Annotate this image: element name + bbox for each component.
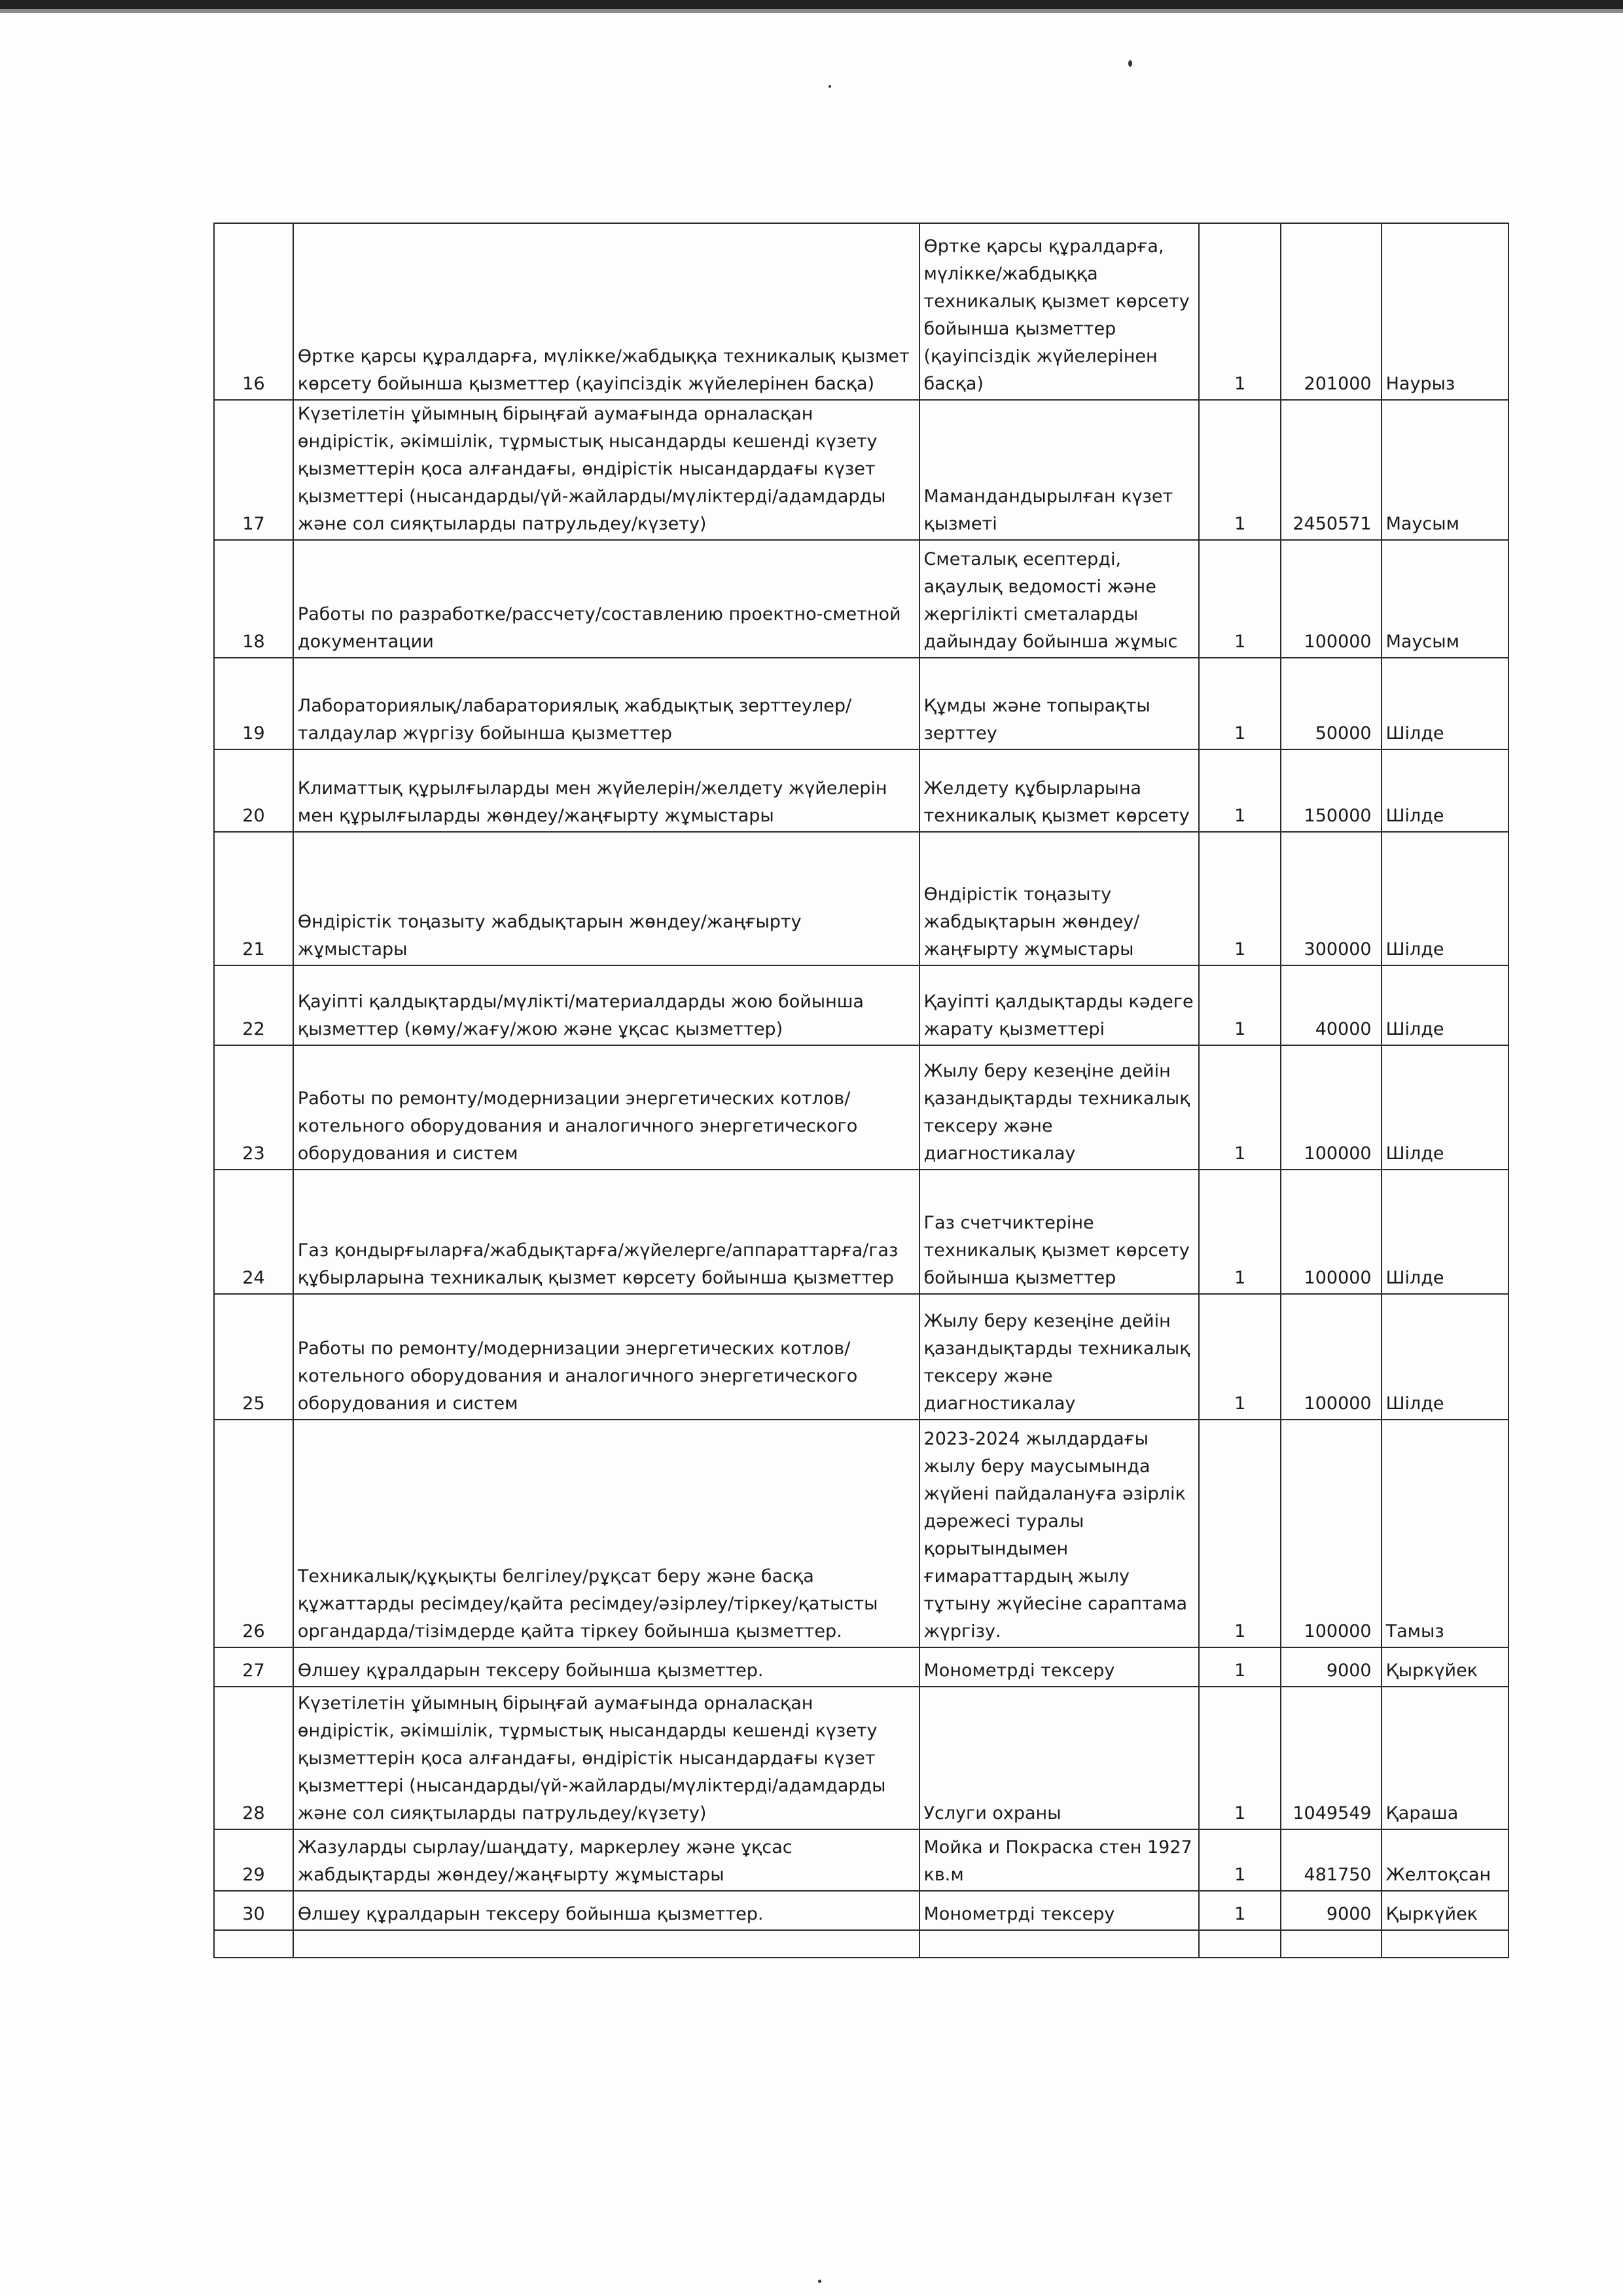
item-description: Мамандандырылған күзет қызметі: [919, 400, 1200, 540]
row-number: 18: [214, 540, 293, 658]
item-quantity: 1: [1199, 832, 1281, 965]
table-row: [214, 749, 1508, 832]
item-name: Жазуларды сырлау/шаңдату, маркерлеу және ұқсас жабдықтарды жөндеу/жаңғырту жұмыстары: [293, 1829, 919, 1891]
item-amount: 481750: [1281, 1829, 1381, 1891]
item-name: Работы по разработке/рассчету/составлению проектно-сметной документации: [293, 540, 919, 658]
item-name: Лабораториялық/лабараториялық жабдықтық зерттеулер/талдаулар жүргізу бойынша қызметтер: [293, 658, 919, 749]
item-quantity: 1: [1199, 1420, 1281, 1647]
row-number: 25: [214, 1294, 293, 1420]
table-row: [214, 223, 1508, 400]
item-name: Өртке қарсы құралдарға, мүлікке/жабдыққа техникалық қызмет көрсету бойынша қызметтер (қауіпсіздік жүйелерінен басқа): [293, 223, 919, 400]
scan-speck: [1128, 60, 1132, 67]
empty-cell: [1199, 1930, 1281, 1958]
item-description: Қауіпті қалдықтарды кәдеге жарату қызметтері: [919, 965, 1200, 1045]
item-month: Шілде: [1382, 832, 1508, 965]
item-description: 2023-2024 жылдардағы жылу беру маусымында жүйені пайдалануға әзірлік дәрежесі туралы қорытындымен ғимараттардың жылу тұтыну жүйесіне сараптама жүргізу.: [919, 1420, 1200, 1647]
scan-speck: [818, 2280, 821, 2283]
item-description: Газ счетчиктеріне техникалық қызмет көрсету бойынша қызметтер: [919, 1170, 1200, 1294]
item-name: Газ қондырғыларға/жабдықтарға/жүйелерге/аппараттарға/газ құбырларына техникалық қызмет көрсету бойынша қызметтер: [293, 1170, 919, 1294]
item-month: Маусым: [1382, 540, 1508, 658]
table-row: [214, 1891, 1508, 1930]
item-name: Қауіпті қалдықтарды/мүлікті/материалдарды жою бойынша қызметтер (көму/жағу/жою және ұқсас қызметтер): [293, 965, 919, 1045]
table-row: [214, 832, 1508, 965]
item-quantity: 1: [1199, 749, 1281, 832]
table-row: [214, 540, 1508, 658]
table-row: [214, 1420, 1508, 1647]
table-row: [214, 400, 1508, 540]
empty-cell: [919, 1930, 1200, 1958]
item-quantity: 1: [1199, 400, 1281, 540]
item-month: Шілде: [1382, 965, 1508, 1045]
item-quantity: 1: [1199, 540, 1281, 658]
table-row: [214, 1687, 1508, 1829]
item-amount: 300000: [1281, 832, 1381, 965]
item-amount: 2450571: [1281, 400, 1381, 540]
item-description: Сметалық есептерді, ақаулық ведомості және жергілікті сметаларды дайындау бойынша жұмыс: [919, 540, 1200, 658]
item-name: Работы по ремонту/модернизации энергетических котлов/котельного оборудования и аналогичного энергетического оборудования и систем: [293, 1294, 919, 1420]
row-number: 29: [214, 1829, 293, 1891]
row-number: 21: [214, 832, 293, 965]
row-number: 16: [214, 223, 293, 400]
item-description: Жылу беру кезеңіне дейін қазандықтарды техникалық тексеру және диагностикалау: [919, 1045, 1200, 1170]
empty-cell: [293, 1930, 919, 1958]
table-row: [214, 658, 1508, 749]
item-amount: 100000: [1281, 1045, 1381, 1170]
item-amount: 1049549: [1281, 1687, 1381, 1829]
procurement-table: [213, 223, 1509, 1958]
item-month: Шілде: [1382, 658, 1508, 749]
item-quantity: 1: [1199, 1891, 1281, 1930]
item-name: Өлшеу құралдарын тексеру бойынша қызметтер.: [293, 1891, 919, 1930]
row-number: 23: [214, 1045, 293, 1170]
row-number: 24: [214, 1170, 293, 1294]
item-description: Услуги охраны: [919, 1687, 1200, 1829]
item-amount: 50000: [1281, 658, 1381, 749]
item-quantity: 1: [1199, 1170, 1281, 1294]
item-name: Күзетілетін ұйымның бірыңғай аумағында орналасқан өндірістік, әкімшілік, тұрмыстық нысандарды кешенді күзету қызметтерін қоса алғандағы, өндірістік нысандардағы күзет қызметтері (нысандарды/үй-жайларды/мүліктерді/адамдарды және сол сияқтыларды патрульдеу/күзету): [293, 400, 919, 540]
item-amount: 9000: [1281, 1891, 1381, 1930]
item-month: Наурыз: [1382, 223, 1508, 400]
item-description: Монометрді тексеру: [919, 1891, 1200, 1930]
item-description: Өртке қарсы құралдарға, мүлікке/жабдыққа техникалық қызмет көрсету бойынша қызметтер (қауіпсіздік жүйелерінен басқа): [919, 223, 1200, 400]
table-row: [214, 1294, 1508, 1420]
item-amount: 40000: [1281, 965, 1381, 1045]
item-amount: 100000: [1281, 540, 1381, 658]
item-quantity: 1: [1199, 1687, 1281, 1829]
scan-top-shadow: [0, 9, 1623, 13]
item-month: Қыркүйек: [1382, 1891, 1508, 1930]
item-quantity: 1: [1199, 1829, 1281, 1891]
item-description: Монометрді тексеру: [919, 1647, 1200, 1687]
row-number: 17: [214, 400, 293, 540]
item-amount: 150000: [1281, 749, 1381, 832]
row-number: 30: [214, 1891, 293, 1930]
row-number: 26: [214, 1420, 293, 1647]
item-quantity: 1: [1199, 223, 1281, 400]
item-month: Шілде: [1382, 749, 1508, 832]
item-name: Работы по ремонту/модернизации энергетических котлов/котельного оборудования и аналогичного энергетического оборудования и систем: [293, 1045, 919, 1170]
item-description: Мойка и Покраска стен 1927 кв.м: [919, 1829, 1200, 1891]
row-number: 27: [214, 1647, 293, 1687]
item-amount: 9000: [1281, 1647, 1381, 1687]
row-number: 28: [214, 1687, 293, 1829]
row-number: 22: [214, 965, 293, 1045]
item-quantity: 1: [1199, 1294, 1281, 1420]
table-row: [214, 965, 1508, 1045]
item-amount: 100000: [1281, 1420, 1381, 1647]
empty-cell: [1281, 1930, 1381, 1958]
item-name: Техникалық/құқықты белгілеу/рұқсат беру және басқа құжаттарды ресімдеу/қайта ресімдеу/әзірлеу/тіркеу/қатысты органдарда/тізімдерде қайта тіркеу бойынша қызметтер.: [293, 1420, 919, 1647]
item-quantity: 1: [1199, 965, 1281, 1045]
item-description: Желдету құбырларына техникалық қызмет көрсету: [919, 749, 1200, 832]
empty-cell: [214, 1930, 293, 1958]
table-row: [214, 1170, 1508, 1294]
empty-cell: [1382, 1930, 1508, 1958]
item-name: Өндірістік тоңазыту жабдықтарын жөндеу/жаңғырту жұмыстары: [293, 832, 919, 965]
item-quantity: 1: [1199, 1647, 1281, 1687]
item-description: Жылу беру кезеңіне дейін қазандықтарды техникалық тексеру және диагностикалау: [919, 1294, 1200, 1420]
row-number: 20: [214, 749, 293, 832]
item-month: Шілде: [1382, 1294, 1508, 1420]
item-description: Құмды және топырақты зерттеу: [919, 658, 1200, 749]
item-name: Климаттық құрылғыларды мен жүйелерін/желдету жүйелерін мен құрылғыларды жөндеу/жаңғырту жұмыстары: [293, 749, 919, 832]
item-amount: 201000: [1281, 223, 1381, 400]
item-name: Күзетілетін ұйымның бірыңғай аумағында орналасқан өндірістік, әкімшілік, тұрмыстық нысандарды кешенді күзету қызметтерін қоса алғандағы, өндірістік нысандардағы күзет қызметтері (нысандарды/үй-жайларды/мүліктерді/адамдарды және сол сияқтыларды патрульдеу/күзету): [293, 1687, 919, 1829]
item-month: Қыркүйек: [1382, 1647, 1508, 1687]
scan-top-edge: [0, 0, 1623, 9]
item-month: Шілде: [1382, 1170, 1508, 1294]
item-month: Маусым: [1382, 400, 1508, 540]
table-row: [214, 1829, 1508, 1891]
table-row: [214, 1045, 1508, 1170]
item-month: Шілде: [1382, 1045, 1508, 1170]
item-quantity: 1: [1199, 1045, 1281, 1170]
item-quantity: 1: [1199, 658, 1281, 749]
item-amount: 100000: [1281, 1170, 1381, 1294]
item-amount: 100000: [1281, 1294, 1381, 1420]
scan-speck: [829, 85, 831, 88]
item-description: Өндірістік тоңазыту жабдықтарын жөндеу/жаңғырту жұмыстары: [919, 832, 1200, 965]
item-month: Қараша: [1382, 1687, 1508, 1829]
item-month: Желтоқсан: [1382, 1829, 1508, 1891]
item-name: Өлшеу құралдарын тексеру бойынша қызметтер.: [293, 1647, 919, 1687]
item-month: Тамыз: [1382, 1420, 1508, 1647]
empty-row: [214, 1930, 1508, 1958]
row-number: 19: [214, 658, 293, 749]
table-row: [214, 1647, 1508, 1687]
